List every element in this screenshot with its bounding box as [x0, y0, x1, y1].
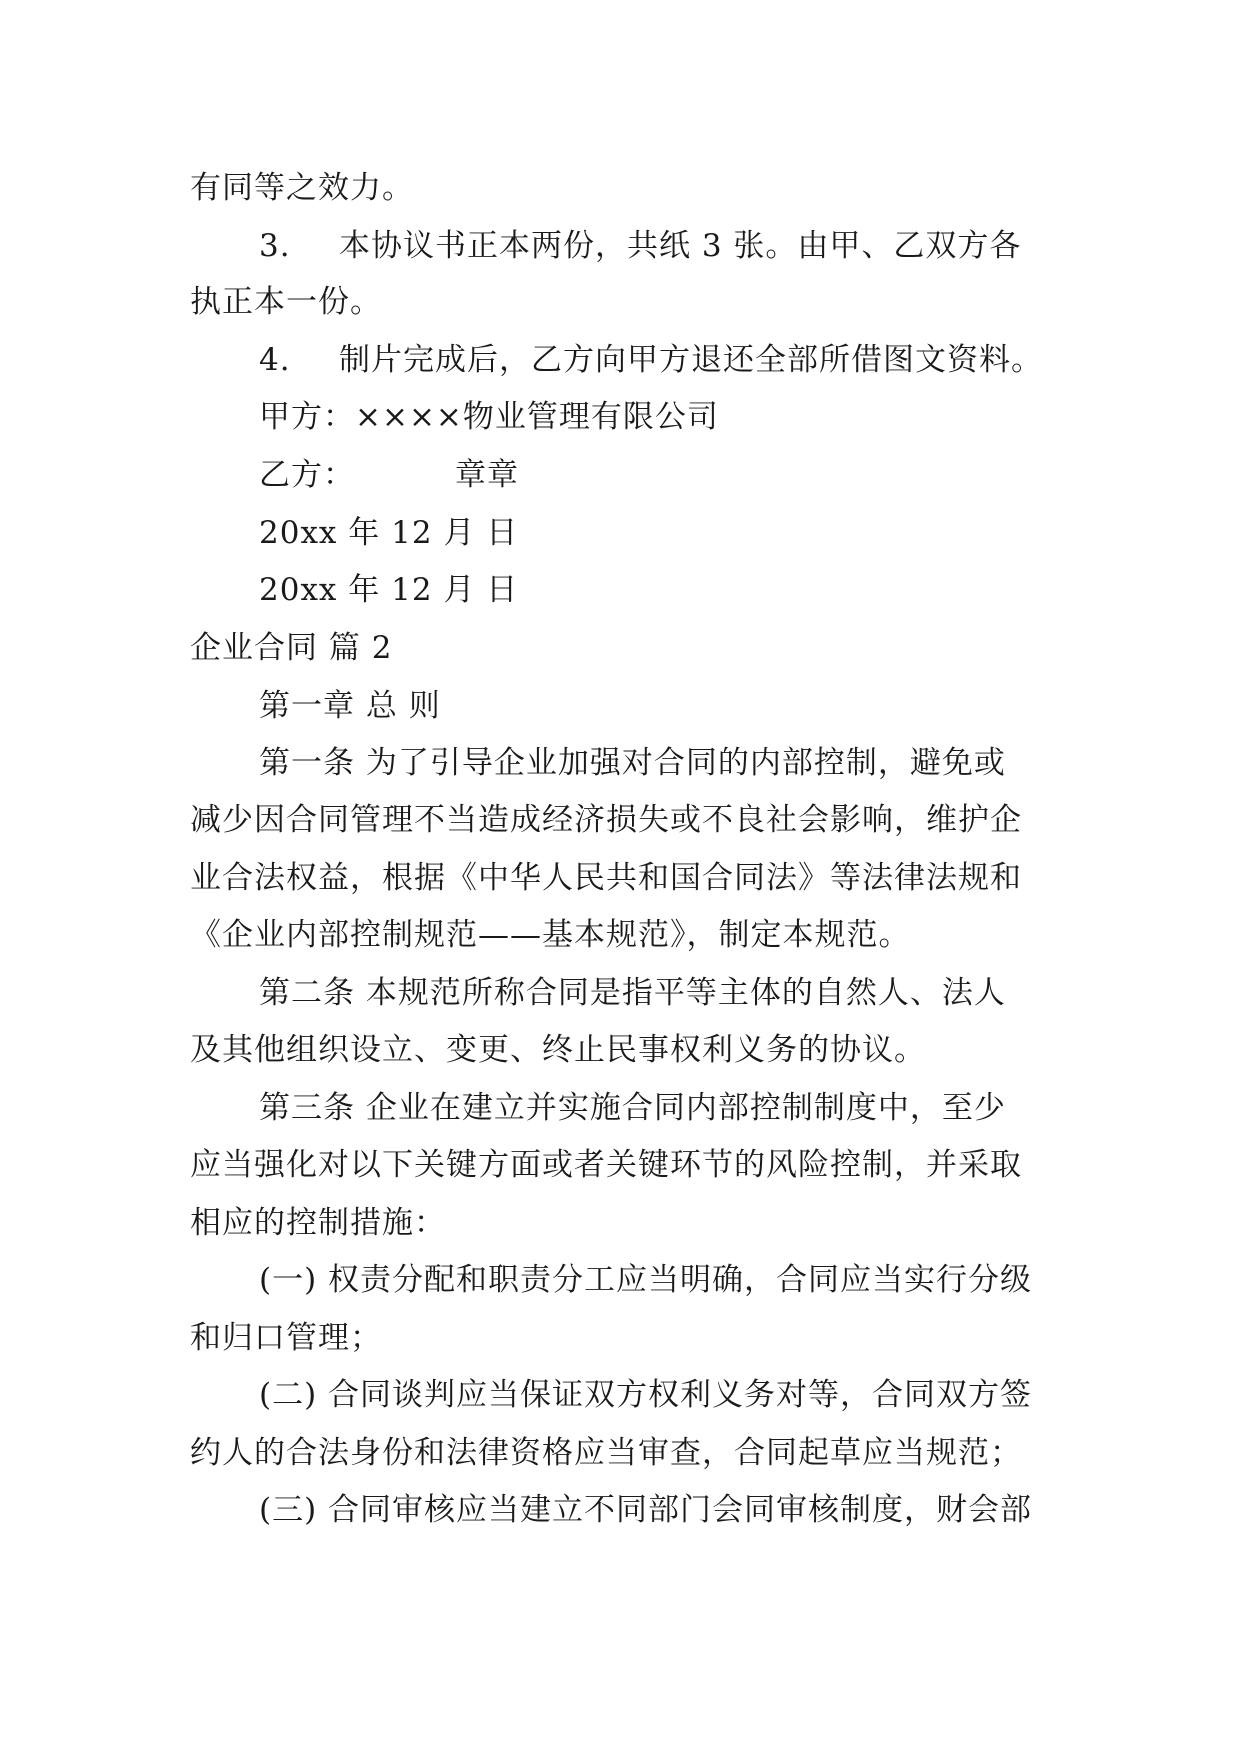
numbered-item-3	[259, 226, 1021, 266]
seal-text: 章章	[455, 457, 519, 493]
paragraph-line: 第三条 企业在建立并实施合同内部控制制度中，至少	[259, 1090, 1006, 1126]
party-a-line: 甲方：××××物业管理有限公司	[259, 399, 719, 435]
paragraph-line: (二) 合同谈判应当保证双方权利义务对等，合同双方签	[259, 1377, 1033, 1413]
paragraph-line: 《企业内部控制规范——基本规范》，制定本规范。	[190, 917, 911, 953]
date-line: 20xx 年 12 月 日	[259, 572, 519, 608]
party-b-label: 乙方：	[259, 457, 355, 493]
paragraph-line: 相应的控制措施：	[190, 1205, 446, 1241]
paragraph-line: 本协议书正本两份，共纸 3 张。由甲、乙双方各	[339, 228, 1022, 264]
numbered-item-4	[259, 340, 1043, 380]
paragraph-line: 和归口管理；	[190, 1320, 382, 1356]
chapter-heading: 第一章 总 则	[259, 688, 441, 724]
paragraph-line: 执正本一份。	[190, 284, 382, 320]
date-line: 20xx 年 12 月 日	[259, 515, 519, 551]
paragraph-line: (一) 权责分配和职责分工应当明确，合同应当实行分级	[259, 1262, 1033, 1298]
paragraph-line: 应当强化对以下关键方面或者关键环节的风险控制，并采取	[190, 1147, 1022, 1183]
paragraph-line: 第一条 为了引导企业加强对合同的内部控制，避免或	[259, 745, 1006, 781]
paragraph-line: (三) 合同审核应当建立不同部门会同审核制度，财会部	[259, 1492, 1033, 1528]
paragraph-line: 业合法权益，根据《中华人民共和国合同法》等法律法规和	[190, 860, 1022, 896]
paragraph-line: 制片完成后，乙方向甲方退还全部所借图文资料。	[339, 342, 1043, 378]
paragraph-line: 约人的合法身份和法律资格应当审查，合同起草应当规范；	[190, 1435, 1022, 1471]
section-title: 企业合同 篇 2	[190, 630, 393, 666]
paragraph-line: 第二条 本规范所称合同是指平等主体的自然人、法人	[259, 975, 1006, 1011]
paragraph-line: 有同等之效力。	[190, 170, 414, 206]
item-number: 3.	[259, 228, 291, 264]
paragraph-line: 减少因合同管理不当造成经济损失或不良社会影响，维护企	[190, 802, 1022, 838]
paragraph-line: 及其他组织设立、变更、终止民事权利义务的协议。	[190, 1032, 926, 1068]
item-number: 4.	[259, 342, 291, 378]
party-b-line	[259, 455, 519, 495]
